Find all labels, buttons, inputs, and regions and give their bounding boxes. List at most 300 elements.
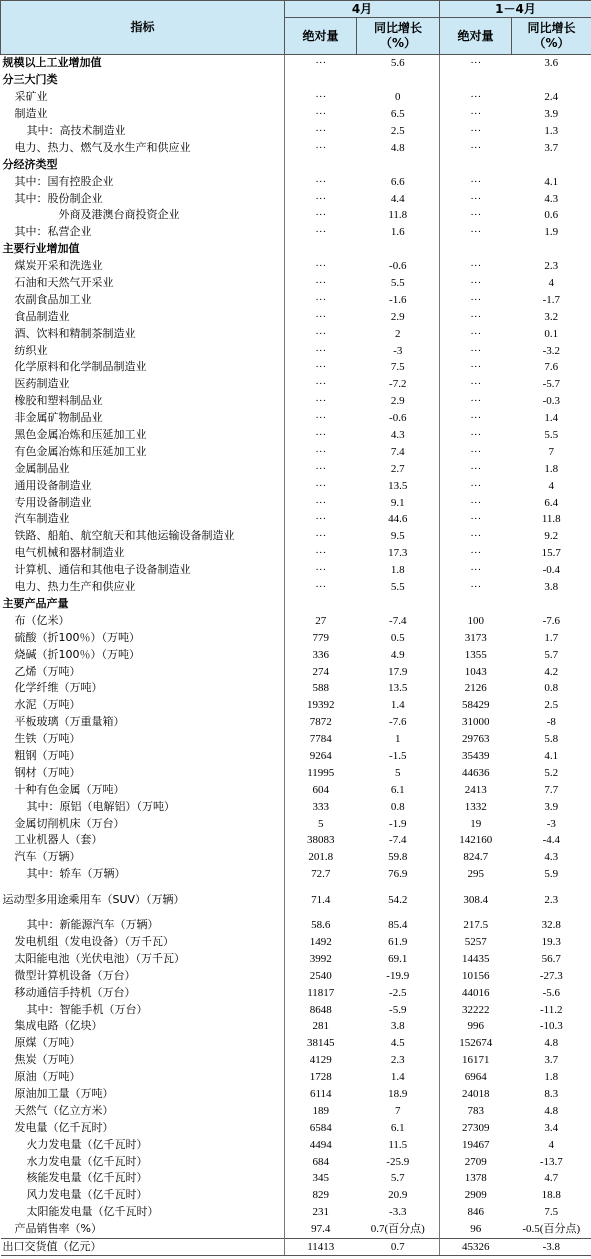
cell-abs-jan-apr: ···: [470, 108, 482, 121]
cell-abs-april: 11413: [285, 1238, 357, 1256]
header-yoy-april: [357, 18, 440, 55]
cell-yoy-april: 0.8: [357, 798, 440, 815]
cell-yoy-jan-apr: -8: [512, 714, 591, 731]
table-row: [1, 494, 591, 511]
cell-abs-jan-apr: 24018: [462, 1087, 490, 1100]
header-yoy-jan-apr: [512, 18, 591, 55]
cell-abs-jan-apr: ···: [470, 293, 482, 306]
cell-yoy-april: -5.9: [357, 1001, 440, 1018]
table-row: [1, 460, 591, 477]
cell-abs-april: 7872: [309, 716, 332, 729]
row-label: 主要行业增加值: [1, 241, 285, 258]
row-label: 水泥（万吨）: [1, 697, 285, 714]
table-row: [1, 1086, 591, 1103]
cell-abs-jan-apr: 1043: [464, 665, 487, 678]
cell-yoy-jan-apr: 4.2: [512, 663, 591, 680]
cell-abs-jan-apr: ···: [470, 462, 482, 475]
cell-abs-april: 7784: [309, 733, 332, 746]
cell-abs-jan-apr: ···: [470, 141, 482, 154]
table-row: [1, 1001, 591, 1018]
table-row: [1, 393, 591, 410]
cell-abs-april: 97.4: [311, 1223, 331, 1236]
cell-yoy-jan-apr: 7: [512, 443, 591, 460]
cell-yoy-april: 17.9: [357, 663, 440, 680]
cell-abs-jan-apr: ···: [470, 192, 482, 205]
cell-yoy-jan-apr: 3.7: [512, 1052, 591, 1069]
table-row: [1, 156, 591, 173]
row-label: 化学纤维（万吨）: [1, 680, 285, 697]
cell-abs-april: ···: [315, 141, 327, 154]
cell-abs-jan-apr: 31000: [462, 716, 490, 729]
row-label: 原油加工量（万吨）: [1, 1086, 285, 1103]
row-label: 生铁（万吨）: [1, 731, 285, 748]
cell-abs-april: 11817: [307, 986, 335, 999]
table-row: [1, 748, 591, 765]
cell-abs-april: ···: [315, 327, 327, 340]
cell-yoy-april: -7.2: [357, 376, 440, 393]
row-label: 通用设备制造业: [1, 477, 285, 494]
table-row: [1, 596, 591, 613]
cell-abs-jan-apr: [440, 156, 512, 173]
cell-yoy-april: 54.2: [357, 883, 440, 917]
cell-yoy-april: 6.1: [357, 1119, 440, 1136]
cell-yoy-jan-apr: 0.1: [512, 325, 591, 342]
cell-abs-april: ···: [315, 378, 327, 391]
cell-yoy-jan-apr: 4.1: [512, 173, 591, 190]
cell-yoy-april: 11.8: [357, 207, 440, 224]
row-label: 化学原料和化学制品制造业: [1, 359, 285, 376]
row-label: 纺织业: [1, 342, 285, 359]
cell-yoy-april: -1.6: [357, 291, 440, 308]
cell-abs-jan-apr: ···: [470, 344, 482, 357]
table-row: [1, 1035, 591, 1052]
cell-abs-jan-apr: 58429: [462, 699, 490, 712]
cell-yoy-jan-apr: -3.2: [512, 342, 591, 359]
table-row: [1, 764, 591, 781]
cell-abs-april: ···: [315, 530, 327, 543]
cell-yoy-jan-apr: 6.4: [512, 494, 591, 511]
table-row: [1, 308, 591, 325]
cell-abs-jan-apr: 3173: [464, 631, 487, 644]
cell-abs-jan-apr: ···: [470, 530, 482, 543]
cell-yoy-april: 2.9: [357, 308, 440, 325]
row-label: 粗钢（万吨）: [1, 748, 285, 765]
cell-yoy-jan-apr: [512, 72, 591, 89]
cell-yoy-april: 13.5: [357, 680, 440, 697]
row-label: 金属制品业: [1, 460, 285, 477]
cell-abs-april: 71.4: [311, 893, 331, 906]
cell-yoy-jan-apr: 4.3: [512, 190, 591, 207]
cell-yoy-jan-apr: 1.7: [512, 629, 591, 646]
cell-abs-jan-apr: 16171: [462, 1054, 490, 1067]
cell-abs-april: ···: [315, 412, 327, 425]
cell-abs-april: 189: [312, 1104, 329, 1117]
cell-yoy-jan-apr: 18.8: [512, 1187, 591, 1204]
cell-yoy-jan-apr: 5.2: [512, 764, 591, 781]
cell-abs-april: ···: [315, 547, 327, 560]
cell-abs-jan-apr: 783: [467, 1104, 485, 1117]
cell-abs-april: 231: [312, 1206, 329, 1219]
table-row: [1, 629, 591, 646]
cell-abs-april: 6584: [309, 1121, 332, 1134]
table-row: [1, 359, 591, 376]
table-row: [1, 1119, 591, 1136]
cell-yoy-april: 13.5: [357, 477, 440, 494]
table-row: [1, 714, 591, 731]
row-label: 水力发电量（亿千瓦时）: [1, 1153, 285, 1170]
cell-abs-jan-apr: ···: [470, 513, 482, 526]
row-label: 原煤（万吨）: [1, 1035, 285, 1052]
header-yoy-line2: （%）: [533, 36, 570, 50]
table-row: [1, 984, 591, 1001]
table-row: [1, 325, 591, 342]
cell-yoy-jan-apr: 3.4: [512, 1119, 591, 1136]
cell-abs-jan-apr: 996: [467, 1020, 485, 1033]
cell-yoy-jan-apr: 9.2: [512, 528, 591, 545]
cell-yoy-april: 0.7: [357, 1238, 440, 1256]
table-row: [1, 427, 591, 444]
cell-abs-jan-apr: [440, 241, 512, 258]
cell-yoy-jan-apr: 0.8: [512, 680, 591, 697]
cell-abs-april: ···: [315, 260, 327, 273]
cell-abs-april: 829: [312, 1189, 329, 1202]
table-row: [1, 950, 591, 967]
table-row: [1, 697, 591, 714]
row-label: 火力发电量（亿千瓦时）: [1, 1136, 285, 1153]
row-label: 其中：高技术制造业: [1, 123, 285, 140]
cell-yoy-jan-apr: 1.8: [512, 1069, 591, 1086]
cell-abs-jan-apr: 29763: [462, 733, 490, 746]
row-label: 有色金属冶炼和压延加工业: [1, 443, 285, 460]
cell-yoy-april: 4.5: [357, 1035, 440, 1052]
cell-yoy-jan-apr: 19.3: [512, 934, 591, 951]
cell-yoy-april: -0.6: [357, 410, 440, 427]
table-row: [1, 731, 591, 748]
cell-yoy-april: 0.5: [357, 629, 440, 646]
cell-abs-jan-apr: ···: [470, 209, 482, 222]
cell-yoy-jan-apr: 2.4: [512, 89, 591, 106]
cell-abs-jan-apr: ···: [470, 445, 482, 458]
cell-yoy-jan-apr: -27.3: [512, 967, 591, 984]
row-label: 其中：私营企业: [1, 224, 285, 241]
cell-abs-april: 333: [312, 800, 329, 813]
cell-yoy-april: 85.4: [357, 917, 440, 934]
cell-abs-jan-apr: ···: [470, 395, 482, 408]
row-label: 食品制造业: [1, 308, 285, 325]
cell-abs-jan-apr: ···: [470, 412, 482, 425]
row-label: 天然气（亿立方米）: [1, 1102, 285, 1119]
cell-yoy-jan-apr: 32.8: [512, 917, 591, 934]
cell-yoy-jan-apr: 2.3: [512, 883, 591, 917]
table-row: [1, 917, 591, 934]
cell-yoy-april: 5.5: [357, 275, 440, 292]
cell-abs-april: 779: [312, 631, 329, 644]
cell-yoy-april: 5.5: [357, 579, 440, 596]
cell-abs-jan-apr: ···: [470, 57, 482, 70]
table-row: [1, 1069, 591, 1086]
row-label: 微型计算机设备（万台）: [1, 967, 285, 984]
cell-yoy-april: 6.6: [357, 173, 440, 190]
cell-yoy-april: 4.8: [357, 139, 440, 156]
cell-abs-april: 11995: [307, 766, 335, 779]
cell-abs-jan-apr: 5257: [464, 935, 487, 948]
row-label: 石油和天然气开采业: [1, 275, 285, 292]
cell-yoy-april: 2.7: [357, 460, 440, 477]
cell-abs-april: 3992: [309, 952, 332, 965]
cell-abs-april: 336: [312, 648, 329, 661]
cell-yoy-april: 4.3: [357, 427, 440, 444]
cell-abs-april: ···: [315, 479, 327, 492]
cell-abs-april: 274: [312, 665, 329, 678]
cell-yoy-jan-apr: -3: [512, 815, 591, 832]
table-row: [1, 646, 591, 663]
cell-yoy-jan-apr: 1.3: [512, 123, 591, 140]
cell-abs-jan-apr: 19467: [462, 1138, 490, 1151]
header-abs-jan-apr: 绝对量: [440, 18, 512, 55]
cell-abs-jan-apr: 2709: [464, 1155, 487, 1168]
cell-yoy-jan-apr: -13.7: [512, 1153, 591, 1170]
cell-yoy-april: [357, 72, 440, 89]
cell-yoy-jan-apr: -11.2: [512, 1001, 591, 1018]
cell-yoy-jan-apr: -0.3: [512, 393, 591, 410]
cell-yoy-jan-apr: -3.8: [512, 1238, 591, 1256]
cell-yoy-jan-apr: 4.8: [512, 1102, 591, 1119]
cell-yoy-jan-apr: 4: [512, 477, 591, 494]
cell-yoy-jan-apr: 4.3: [512, 849, 591, 866]
cell-yoy-april: -1.5: [357, 748, 440, 765]
cell-yoy-april: 3.8: [357, 1018, 440, 1035]
table-row: [1, 342, 591, 359]
cell-abs-jan-apr: 2126: [464, 682, 487, 695]
cell-abs-april: ···: [315, 445, 327, 458]
cell-abs-jan-apr: ···: [470, 125, 482, 137]
table-row: [1, 545, 591, 562]
cell-yoy-jan-apr: -0.4: [512, 562, 591, 579]
row-label: 移动通信手持机（万台）: [1, 984, 285, 1001]
cell-abs-april: ···: [315, 581, 327, 594]
cell-yoy-jan-apr: 3.9: [512, 106, 591, 123]
cell-abs-april: 1728: [309, 1071, 332, 1084]
cell-abs-april: [285, 156, 357, 173]
header-row-periods: [1, 1, 591, 18]
cell-yoy-april: 7.4: [357, 443, 440, 460]
row-label: 其中：轿车（万辆）: [1, 866, 285, 883]
cell-yoy-jan-apr: -5.7: [512, 376, 591, 393]
table-row: [1, 1238, 591, 1256]
cell-yoy-jan-apr: 5.5: [512, 427, 591, 444]
cell-abs-april: 6114: [309, 1087, 332, 1100]
cell-yoy-jan-apr: 5.7: [512, 646, 591, 663]
cell-abs-jan-apr: ···: [470, 310, 482, 323]
cell-yoy-april: 2.3: [357, 1052, 440, 1069]
row-label: 其中：股份制企业: [1, 190, 285, 207]
cell-abs-jan-apr: 19: [470, 817, 482, 830]
table-row: [1, 1170, 591, 1187]
row-label: 十种有色金属（万吨）: [1, 781, 285, 798]
cell-yoy-jan-apr: 11.8: [512, 511, 591, 528]
table-row: [1, 258, 591, 275]
cell-yoy-april: 4.9: [357, 646, 440, 663]
cell-yoy-jan-apr: [512, 156, 591, 173]
table-row: [1, 781, 591, 798]
cell-yoy-jan-apr: 4: [512, 1136, 591, 1153]
table-row: [1, 528, 591, 545]
row-label: 外商及港澳台商投资企业: [1, 207, 285, 224]
header-indicator: 指标: [1, 1, 285, 55]
cell-yoy-april: 4.4: [357, 190, 440, 207]
cell-abs-april: ···: [315, 175, 327, 188]
row-label: 乙烯（万吨）: [1, 663, 285, 680]
header-abs-april: 绝对量: [285, 18, 357, 55]
table-row: [1, 89, 591, 106]
table-row: [1, 173, 591, 190]
cell-abs-jan-apr: 45326: [440, 1238, 512, 1256]
cell-abs-april: ···: [315, 361, 327, 374]
cell-yoy-april: 1.4: [357, 1069, 440, 1086]
row-label: 分经济类型: [1, 156, 285, 173]
cell-abs-jan-apr: 96: [470, 1223, 482, 1236]
cell-yoy-april: 0: [357, 89, 440, 106]
cell-yoy-jan-apr: -0.5(百分点): [512, 1221, 591, 1238]
table-row: [1, 106, 591, 123]
row-label: 集成电路（亿块）: [1, 1018, 285, 1035]
cell-abs-april: 4494: [309, 1138, 332, 1151]
cell-abs-jan-apr: 308.4: [463, 893, 489, 906]
cell-abs-april: 2540: [309, 969, 332, 982]
cell-yoy-april: -2.5: [357, 984, 440, 1001]
cell-yoy-jan-apr: 0.6: [512, 207, 591, 224]
cell-abs-april: ···: [315, 513, 327, 526]
table-row: [1, 1204, 591, 1221]
cell-yoy-april: 5.7: [357, 1170, 440, 1187]
cell-yoy-jan-apr: -7.6: [512, 612, 591, 629]
table-row: [1, 1221, 591, 1238]
cell-yoy-april: 6.5: [357, 106, 440, 123]
cell-abs-april: 281: [312, 1020, 329, 1033]
table-row: [1, 511, 591, 528]
cell-abs-april: 19392: [307, 699, 335, 712]
cell-abs-april: ···: [315, 564, 327, 577]
table-row: [1, 224, 591, 241]
table-row: [1, 1136, 591, 1153]
row-label: 铁路、船舶、航空航天和其他运输设备制造业: [1, 528, 285, 545]
cell-abs-jan-apr: 6964: [464, 1071, 487, 1084]
cell-yoy-april: 6.1: [357, 781, 440, 798]
row-label: 电力、热力、燃气及水生产和供应业: [1, 139, 285, 156]
cell-abs-april: [285, 241, 357, 258]
cell-yoy-april: 11.5: [357, 1136, 440, 1153]
cell-abs-april: 58.6: [311, 919, 331, 932]
cell-abs-jan-apr: ···: [470, 226, 482, 239]
table-row: [1, 72, 591, 89]
cell-abs-jan-apr: 14435: [462, 952, 490, 965]
row-label: 金属切削机床（万台）: [1, 815, 285, 832]
table-row: [1, 477, 591, 494]
row-label: 工业机器人（套）: [1, 832, 285, 849]
table-row: [1, 376, 591, 393]
cell-yoy-jan-apr: -1.7: [512, 291, 591, 308]
row-label: 计算机、通信和其他电子设备制造业: [1, 562, 285, 579]
cell-yoy-jan-apr: [512, 241, 591, 258]
table-row: [1, 934, 591, 951]
cell-yoy-april: 2: [357, 325, 440, 342]
row-label: 平板玻璃（万重量箱）: [1, 714, 285, 731]
cell-yoy-jan-apr: [512, 596, 591, 613]
cell-abs-april: [285, 596, 357, 613]
table-body: [1, 55, 591, 1256]
cell-abs-april: ···: [315, 277, 327, 290]
cell-abs-jan-apr: 27309: [462, 1121, 490, 1134]
cell-yoy-april: 1.6: [357, 224, 440, 241]
row-label: 出口交货值（亿元）: [1, 1238, 285, 1256]
table-row: [1, 579, 591, 596]
cell-yoy-jan-apr: 7.5: [512, 1204, 591, 1221]
row-label: 硫酸（折100％）（万吨）: [1, 629, 285, 646]
cell-abs-april: 604: [312, 783, 329, 796]
cell-abs-april: 9264: [309, 749, 332, 762]
cell-abs-jan-apr: 44016: [462, 986, 490, 999]
cell-abs-april: ···: [315, 429, 327, 442]
cell-yoy-april: -1.9: [357, 815, 440, 832]
cell-abs-jan-apr: ···: [470, 564, 482, 577]
table-row: [1, 815, 591, 832]
row-label: 运动型多用途乘用车（SUV）（万辆）: [1, 883, 285, 917]
table-row: [1, 883, 591, 917]
cell-abs-jan-apr: ···: [470, 277, 482, 290]
table-row: [1, 680, 591, 697]
row-label: 黑色金属冶炼和压延加工业: [1, 427, 285, 444]
table-row: [1, 55, 591, 72]
cell-abs-april: ···: [315, 57, 327, 70]
cell-yoy-april: -25.9: [357, 1153, 440, 1170]
cell-yoy-april: 9.1: [357, 494, 440, 511]
cell-yoy-april: [357, 596, 440, 613]
table-row: [1, 123, 591, 140]
cell-yoy-april: 9.5: [357, 528, 440, 545]
table-row: [1, 207, 591, 224]
cell-abs-jan-apr: ···: [470, 429, 482, 442]
header-period-jan-apr: 1－4月: [440, 1, 591, 18]
row-label: 电力、热力生产和供应业: [1, 579, 285, 596]
row-label: 其中：原铝（电解铝）（万吨）: [1, 798, 285, 815]
cell-yoy-april: 5: [357, 764, 440, 781]
row-label: 钢材（万吨）: [1, 764, 285, 781]
cell-abs-april: 8648: [309, 1003, 332, 1016]
cell-yoy-april: 59.8: [357, 849, 440, 866]
cell-abs-april: ···: [315, 344, 327, 357]
row-label: 专用设备制造业: [1, 494, 285, 511]
table-row: [1, 1052, 591, 1069]
cell-abs-jan-apr: 846: [467, 1206, 485, 1219]
row-label: 主要产品产量: [1, 596, 285, 613]
cell-abs-jan-apr: 32222: [462, 1003, 490, 1016]
header-yoy-line2: （%）: [379, 36, 417, 50]
row-label: 采矿业: [1, 89, 285, 106]
cell-yoy-april: -3.3: [357, 1204, 440, 1221]
cell-yoy-jan-apr: 2.3: [512, 258, 591, 275]
cell-yoy-april: -19.9: [357, 967, 440, 984]
row-label: 布（亿米）: [1, 612, 285, 629]
table-row: [1, 1018, 591, 1035]
cell-yoy-jan-apr: 4.8: [512, 1035, 591, 1052]
cell-abs-jan-apr: ···: [470, 581, 482, 594]
row-label: 酒、饮料和精制茶制造业: [1, 325, 285, 342]
cell-abs-april: 72.7: [311, 868, 331, 881]
cell-abs-april: ···: [315, 226, 327, 239]
cell-abs-jan-apr: ···: [470, 361, 482, 374]
cell-abs-jan-apr: 10156: [462, 969, 490, 982]
cell-abs-april: ···: [315, 125, 327, 137]
